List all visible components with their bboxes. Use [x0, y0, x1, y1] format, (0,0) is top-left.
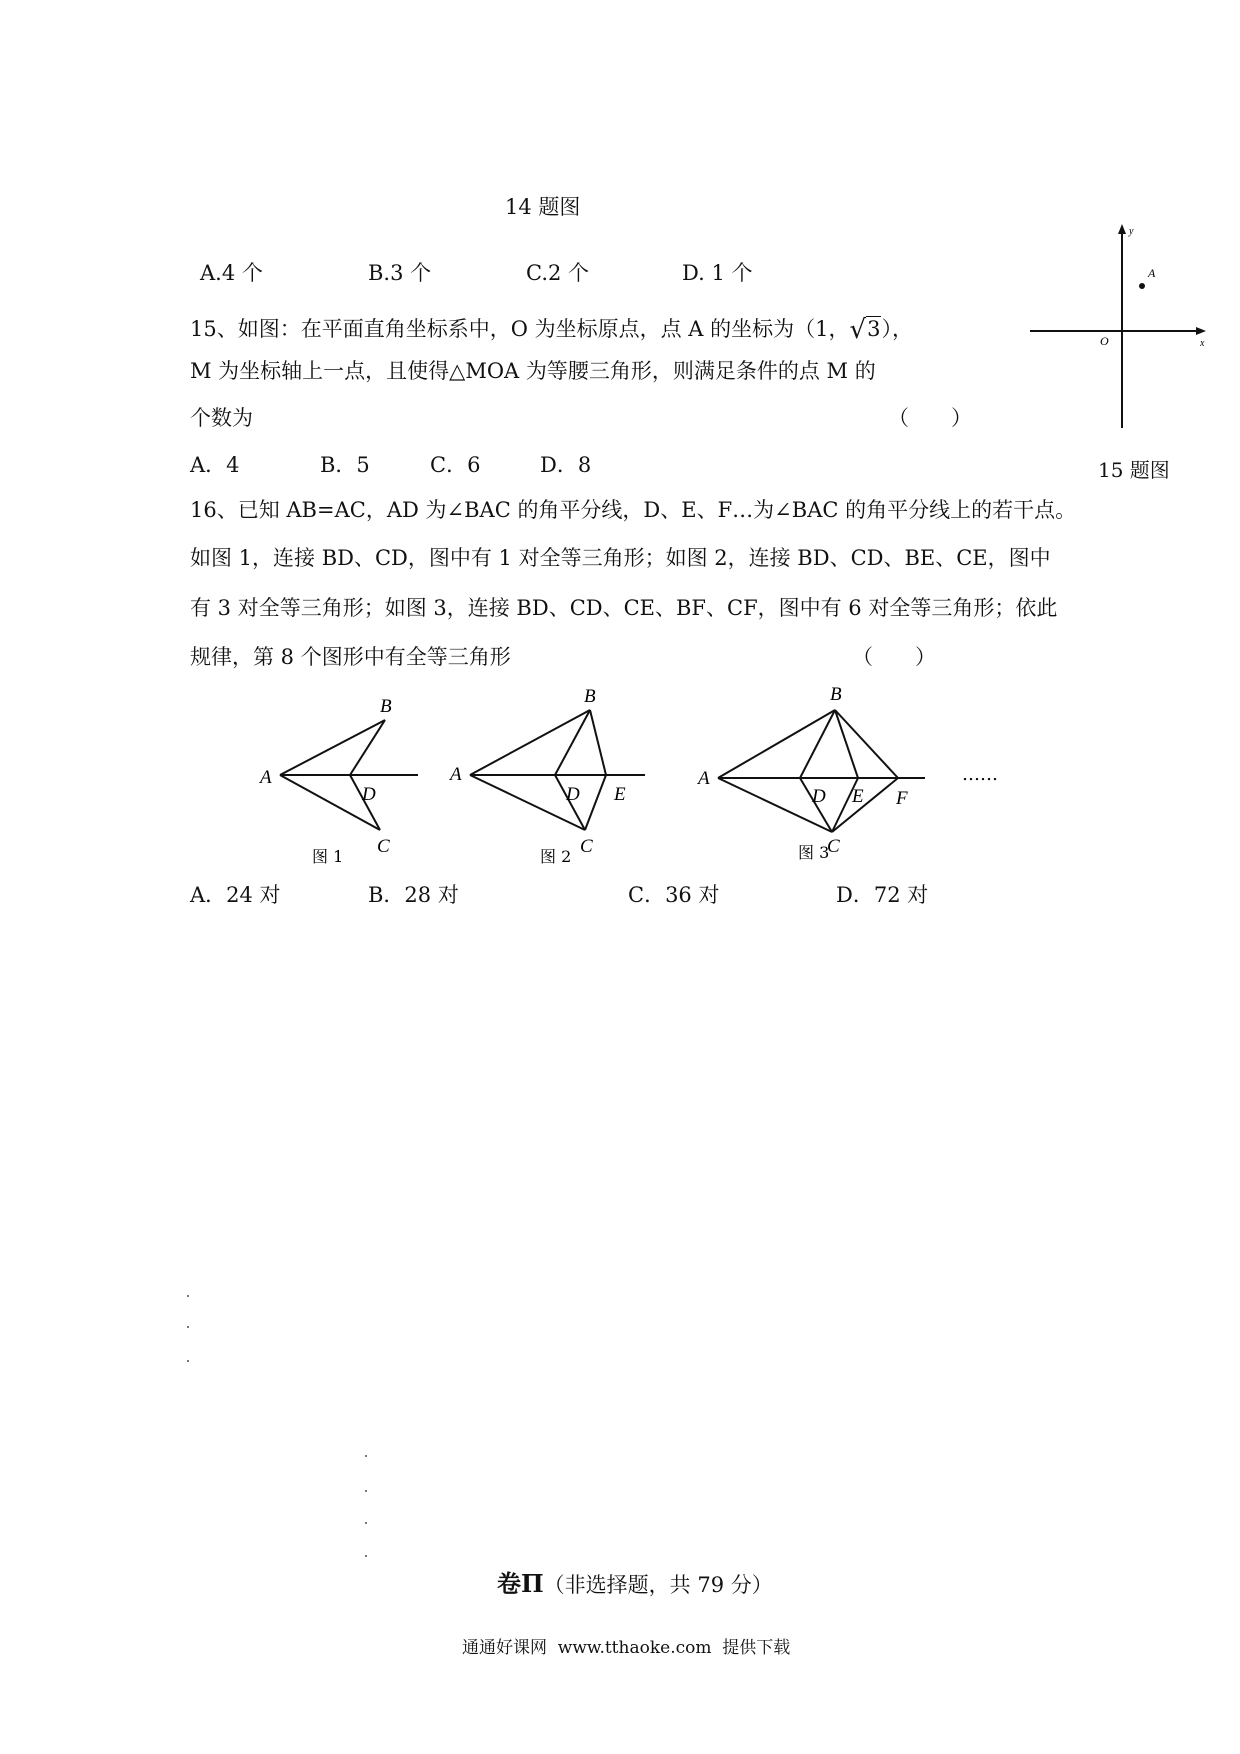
- scan-dot: [187, 1360, 189, 1362]
- q16-answer-blank: （ ）: [852, 645, 936, 669]
- x-axis-label: x: [1200, 338, 1205, 349]
- fig3-label-b: B: [830, 684, 842, 705]
- fig2-label-c: C: [580, 836, 593, 857]
- fig2-label-d: D: [566, 784, 580, 805]
- fig2-label-e: E: [614, 784, 626, 805]
- fig3-label-a: A: [698, 768, 710, 789]
- origin-label: O: [1100, 334, 1109, 348]
- scan-dot: [365, 1455, 367, 1457]
- fig1-label-c: C: [377, 836, 390, 857]
- scan-dot: [365, 1490, 367, 1492]
- y-axis-arrow-icon: [1118, 224, 1126, 234]
- fig1-caption: 图 1: [312, 847, 344, 865]
- y-axis-label: y: [1129, 226, 1134, 237]
- q15-line1-b: ），: [881, 317, 913, 341]
- figure-2: [448, 686, 645, 865]
- fig3-label-f: F: [896, 788, 908, 809]
- scan-dot: [187, 1326, 189, 1328]
- fig3-label-e: E: [852, 786, 864, 807]
- scan-dot: [187, 1295, 189, 1297]
- q16-line1: 16、已知 AB=AC，AD 为∠BAC 的角平分线，D、E、F…为∠BAC 的角平分线上的若干点。: [190, 498, 1077, 522]
- q14-option-c: C.2 个: [526, 261, 590, 285]
- sqrt-3: [849, 315, 882, 345]
- q15-option-a: A．4: [190, 453, 240, 477]
- fig2-label-a: A: [450, 764, 462, 785]
- figure-3: [696, 684, 925, 862]
- q15-figure-caption: 15 题图: [1098, 458, 1170, 482]
- scan-dot: [365, 1522, 367, 1524]
- q15-option-b: B．5: [320, 453, 370, 477]
- q16-line3: 有 3 对全等三角形；如图 3，连接 BD、CD、CE、BF、CF，图中有 6 对全等三角形；依此: [190, 596, 1058, 620]
- q16-option-c: C．36 对: [628, 883, 720, 907]
- figures-ellipsis: ……: [962, 764, 998, 785]
- q16-option-b: B．28 对: [368, 883, 459, 907]
- fig1-label-a: A: [260, 767, 272, 788]
- q16-line4: 规律，第 8 个图形中有全等三角形: [190, 645, 511, 669]
- part2-heading: [497, 1569, 773, 1598]
- q15-line1-a: 15、如图：在平面直角坐标系中，O 为坐标原点，点 A 的坐标为（1，: [190, 317, 850, 341]
- footer-text: 通通好课网 www.tthaoke.com 提供下载: [462, 1638, 791, 1658]
- q14-option-d: D. 1 个: [682, 261, 753, 285]
- q15-line1: [190, 315, 913, 345]
- point-a: [1139, 283, 1145, 289]
- sqrt-argument: 3: [867, 317, 881, 341]
- q14-option-a: A.4 个: [200, 261, 263, 285]
- scan-dot: [365, 1555, 367, 1557]
- q15-option-c: C．6: [430, 453, 481, 477]
- q16-option-a: A．24 对: [190, 883, 281, 907]
- fig1-label-d: D: [362, 784, 376, 805]
- fig3-label-c: C: [827, 836, 840, 857]
- q14-figure-caption: 14 题图: [505, 195, 581, 219]
- point-a-label: A: [1148, 266, 1156, 280]
- q15-line3: 个数为: [190, 406, 253, 430]
- fig1-label-b: B: [380, 696, 392, 717]
- fig3-caption: 图 3: [798, 843, 830, 862]
- q14-option-b: B.3 个: [368, 261, 432, 285]
- q15-coordinate-figure: [1030, 220, 1240, 440]
- q15-answer-blank: （ ）: [888, 406, 972, 430]
- part2-title: 卷Π: [497, 1569, 544, 1598]
- fig2-caption: 图 2: [540, 847, 572, 865]
- fig2-label-b: B: [584, 686, 596, 707]
- part2-subtitle: （非选择题，共 79 分）: [543, 1573, 773, 1597]
- radical-sign-icon: √: [849, 315, 867, 345]
- fig3-label-d: D: [812, 786, 826, 807]
- figure-1: [258, 696, 418, 865]
- q16-line2: 如图 1，连接 BD、CD，图中有 1 对全等三角形；如图 2，连接 BD、CD、BE、CE，图中: [190, 546, 1051, 570]
- q15-option-d: D．8: [540, 453, 592, 477]
- x-axis-arrow-icon: [1196, 327, 1206, 335]
- q16-figures: [250, 680, 1010, 865]
- q15-line2: M 为坐标轴上一点，且使得△MOA 为等腰三角形，则满足条件的点 M 的: [190, 359, 876, 383]
- q16-option-d: D．72 对: [836, 883, 929, 907]
